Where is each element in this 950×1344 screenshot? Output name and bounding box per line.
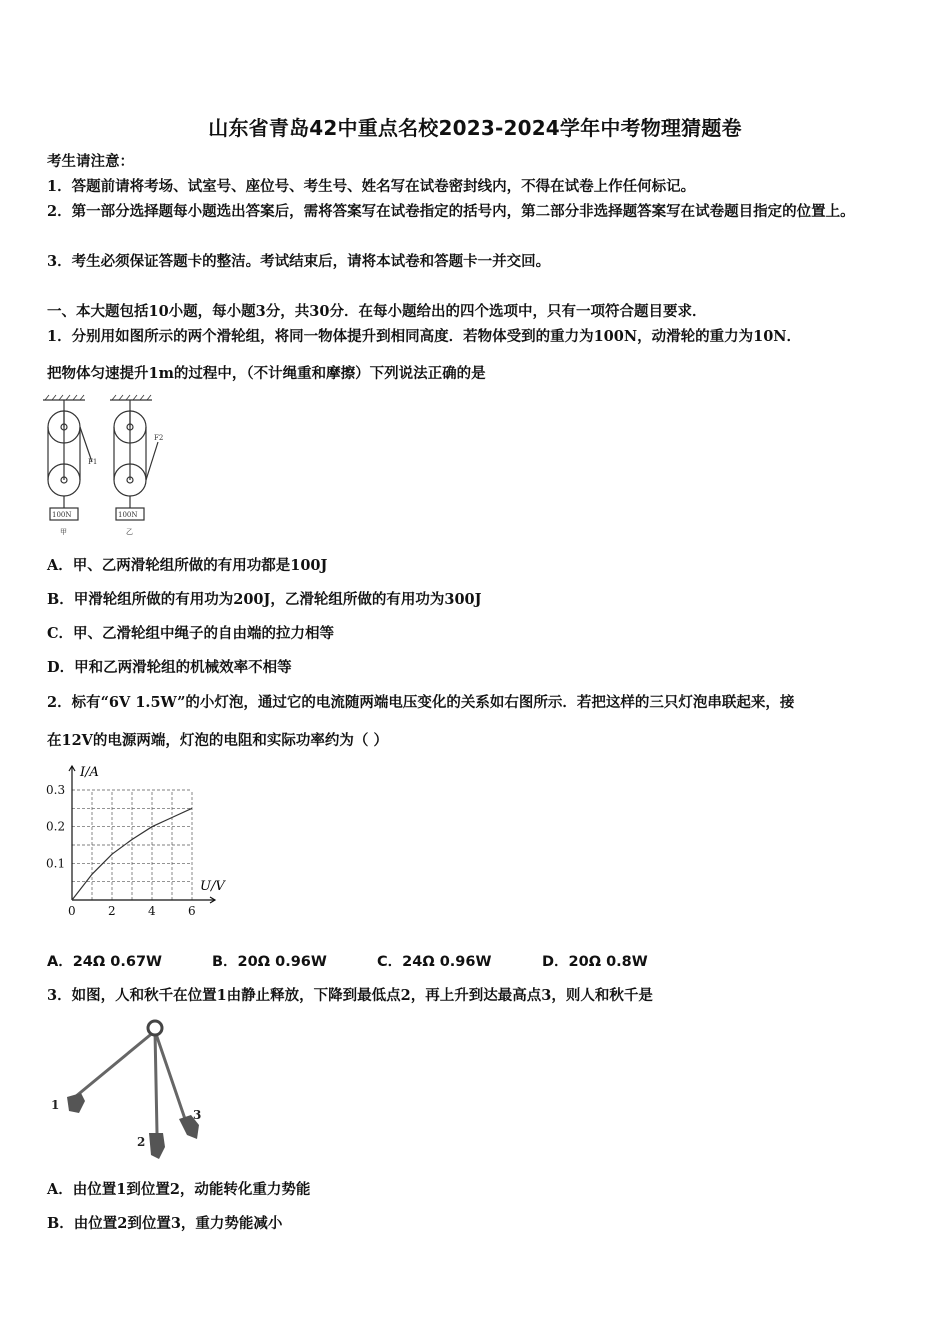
q2-option-d: D．20Ω 0.8W: [542, 954, 648, 970]
notice-heading: 考生请注意：: [47, 153, 134, 170]
y-axis-label: I/A: [80, 765, 99, 780]
q2-option-b: B．20Ω 0.96W: [212, 954, 327, 970]
force-a: F1: [88, 458, 98, 466]
q2-options: [47, 950, 707, 971]
section-heading: 一、本大题包括10小题，每小题3分，共30分．在每小题给出的四个选项中，只有一项符合题目要求．: [47, 303, 707, 320]
y-tick-label: 0.1: [46, 856, 66, 871]
swing-rope-1: [75, 1031, 155, 1097]
x-tick-label: 2: [108, 904, 116, 918]
iu-chart: [40, 760, 240, 925]
label-a: 甲: [60, 528, 67, 536]
weight-label-b: 100N: [118, 511, 138, 519]
swing-figure: [45, 1015, 215, 1165]
x-axis-label: U/V: [200, 879, 225, 894]
pivot: [148, 1021, 162, 1035]
page-title: 山东省青岛42中重点名校2023-2024学年中考物理猜题卷: [208, 116, 742, 140]
q3-option-b: B．由位置2到位置3，重力势能减小: [47, 1215, 283, 1232]
y-tick-label: 0.3: [46, 783, 66, 797]
x-tick-label: 0: [68, 904, 76, 918]
q2-option-c: C．24Ω 0.96W: [377, 954, 492, 970]
q3-option-a: A．由位置1到位置2，动能转化重力势能: [47, 1181, 311, 1198]
q2-stem-line1: 2．标有“6V 1.5W”的小灯泡，通过它的电流随两端电压变化的关系如右图所示．若把这样的三只灯泡串联起来，接: [47, 694, 795, 711]
weight-label-a: 100N: [52, 511, 72, 519]
notice-item-3: 3．考生必须保证答题卡的整洁。考试结束后，请将本试卷和答题卡一并交回。: [47, 253, 551, 270]
q1-option-a: A．甲、乙两滑轮组所做的有用功都是100J: [47, 557, 328, 574]
swing-rope-2: [155, 1031, 157, 1133]
q2-stem-line2: 在12V的电源两端，灯泡的电阻和实际功率约为（ ）: [47, 732, 388, 749]
q1-stem-line1: 1．分别用如图所示的两个滑轮组，将同一物体提升到相同高度．若物体受到的重力为100N，动滑轮的重力为10N．: [47, 328, 802, 345]
q1-option-d: D．甲和乙两滑轮组的机械效率不相等: [47, 659, 292, 676]
q3-stem: 3．如图，人和秋千在位置1由静止释放，下降到最低点2，再上升到达最高点3，则人和秋千是: [47, 987, 653, 1004]
person-pos1: [67, 1093, 85, 1113]
notice-item-2: 2．第一部分选择题每小题选出答案后，需将答案写在试卷指定的括号内，第二部分非选择题答案写在试卷题目指定的位置上。: [47, 203, 855, 220]
pos1-label: 1: [51, 1098, 60, 1112]
label-b: 乙: [126, 528, 133, 536]
x-tick-label: 4: [148, 904, 156, 918]
swing-rope-3: [155, 1031, 185, 1119]
q2-option-a: A．24Ω 0.67W: [47, 954, 163, 970]
force-b: F2: [154, 434, 164, 442]
pos2-label: 2: [137, 1135, 146, 1149]
q1-option-b: B．甲滑轮组所做的有用功为200J，乙滑轮组所做的有用功为300J: [47, 591, 482, 608]
person-pos2: [149, 1133, 165, 1159]
q1-stem-line2: 把物体匀速提升1m的过程中，（不计绳重和摩擦）下列说法正确的是: [47, 365, 486, 382]
pos3-label: 3: [193, 1108, 202, 1122]
y-tick-label: 0.2: [46, 819, 66, 834]
notice-item-1: 1．答题前请将考场、试室号、座位号、考生号、姓名写在试卷密封线内，不得在试卷上作任何标记。: [47, 178, 696, 195]
pulley-figure: [40, 392, 170, 540]
x-tick-label: 6: [188, 904, 196, 918]
q1-option-c: C．甲、乙滑轮组中绳子的自由端的拉力相等: [47, 625, 335, 642]
